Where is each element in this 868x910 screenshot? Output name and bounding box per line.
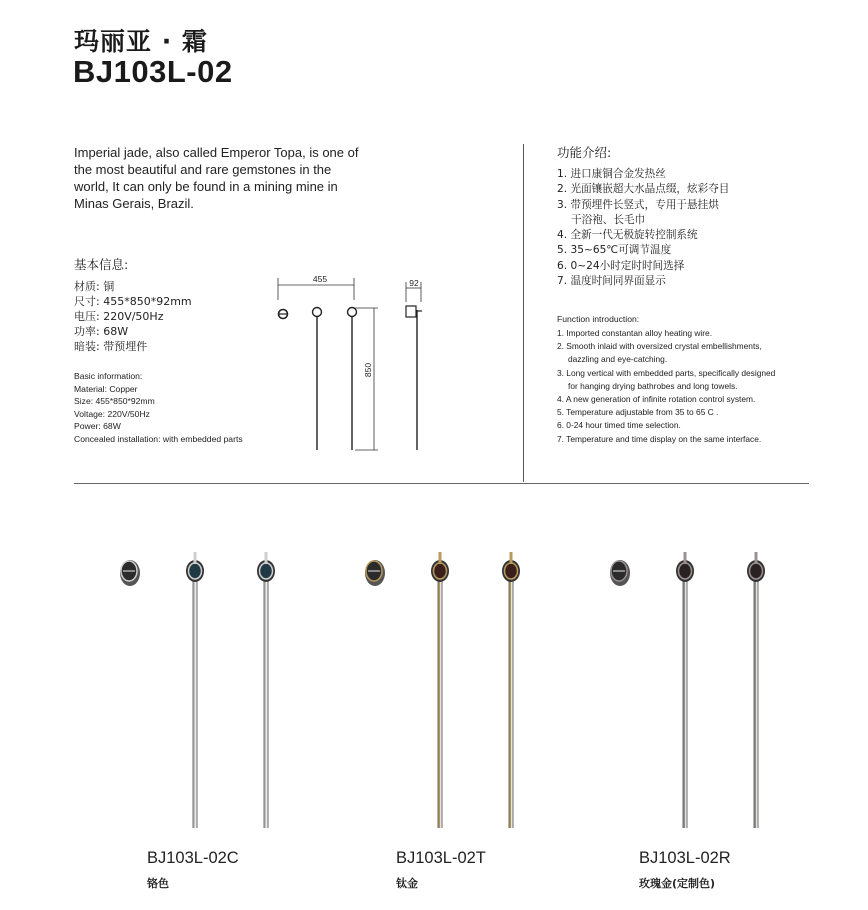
variant-rose-gold <box>600 540 790 910</box>
function-item: 7. 温度时间同界面显示 <box>557 275 666 288</box>
height-label: 850 <box>363 362 373 378</box>
side-view-mount <box>406 306 416 317</box>
function-item: 4. A new generation of infinite rotation control system. <box>557 394 756 405</box>
function-item: 6. 0~24小时定时时间选择 <box>557 259 685 272</box>
function-item: dazzling and eye-catching. <box>568 354 668 365</box>
intro-paragraph: Imperial jade, also called Emperor Topa, is one of the most beautiful and rare gemstones in the world, It can only be found in a mining mine in Minas Gerais, Brazil. <box>74 145 359 211</box>
function-item: 3. Long vertical with embedded parts, specifically designed <box>557 367 776 378</box>
basic-info-item: Power: 68W <box>74 421 121 432</box>
functions-heading-cn: 功能介绍: <box>557 145 612 160</box>
function-item: 5. 35~65℃可调节温度 <box>557 244 672 257</box>
variant-model: BJ103L-02T <box>396 849 486 867</box>
product-model: BJ103L-02 <box>73 54 233 89</box>
variant-model: BJ103L-02R <box>639 849 731 867</box>
variant-color: 玫瑰金(定制色) <box>639 877 716 890</box>
width-label: 455 <box>312 274 328 284</box>
depth-label: 92 <box>409 278 419 288</box>
basic-info-item: 功率: 68W <box>74 325 129 338</box>
dimension-drawing <box>270 270 440 460</box>
function-item: 7. Temperature and time display on the same interface. <box>557 433 762 444</box>
function-item: 5. Temperature adjustable from 35 to 65 C . <box>557 407 719 418</box>
product-photo <box>600 540 790 840</box>
heating-rod-icon <box>257 552 275 828</box>
function-item: 干浴袍、长毛巾 <box>571 213 646 226</box>
knob-icon <box>610 560 630 586</box>
function-item: for hanging drying bathrobes and long towels. <box>568 380 738 391</box>
rod-cap-shape <box>348 308 357 317</box>
variant-color: 铬色 <box>147 877 169 890</box>
heating-rod-icon <box>186 552 204 828</box>
rod-cap-shape <box>313 308 322 317</box>
function-item: 2. 光面镶嵌超大水晶点缀，炫彩夺目 <box>557 183 730 196</box>
variant-model: BJ103L-02C <box>147 849 239 867</box>
basic-info-item: 暗装: 带预埋件 <box>74 340 148 353</box>
basic-info-list-cn <box>74 279 192 354</box>
basic-info-list-en <box>74 370 243 446</box>
basic-info-item: 材质: 铜 <box>74 280 115 293</box>
functions-list-en <box>557 327 775 446</box>
basic-info-item: Size: 455*850*92mm <box>74 396 155 407</box>
function-item: 6. 0-24 hour timed time selection. <box>557 420 681 431</box>
heating-rod-icon <box>502 552 520 828</box>
knob-icon <box>120 560 140 586</box>
basic-info-item: 尺寸: 455*850*92mm <box>74 295 192 308</box>
function-item: 1. 进口康铜合金发热丝 <box>557 168 666 180</box>
function-item: 2. Smooth inlaid with oversized crystal embellishments, <box>557 341 762 352</box>
basic-info-item: 电压: 220V/50Hz <box>74 310 164 323</box>
horizontal-divider <box>74 483 809 484</box>
function-item: 4. 全新一代无极旋转控制系统 <box>557 229 698 242</box>
heating-rod-icon <box>747 552 765 828</box>
basic-info-item: Concealed installation: with embedded parts <box>74 433 243 444</box>
functions-heading-en: Function introduction: <box>557 314 640 324</box>
heating-rod-icon <box>676 552 694 828</box>
function-item: 3. 带预埋件长竖式，专用于悬挂烘 <box>557 198 719 211</box>
basic-info-heading-cn: 基本信息: <box>74 257 129 272</box>
function-item: 1. Imported constantan alloy heating wire. <box>557 328 713 338</box>
product-title-cn: 玛丽亚 · 霜 <box>74 27 208 56</box>
vertical-divider <box>523 144 524 482</box>
heating-rod-icon <box>431 552 449 828</box>
knob-icon <box>365 560 385 586</box>
product-photo <box>355 540 545 840</box>
basic-info-heading-en: Basic information: <box>74 371 143 381</box>
product-photo <box>110 540 300 840</box>
basic-info-item: Material: Copper <box>74 383 138 394</box>
variant-chrome <box>110 540 300 910</box>
variant-titanium <box>355 540 545 910</box>
basic-info-item: Voltage: 220V/50Hz <box>74 408 150 419</box>
variant-color: 钛金 <box>396 877 418 890</box>
functions-list-cn <box>557 167 729 289</box>
